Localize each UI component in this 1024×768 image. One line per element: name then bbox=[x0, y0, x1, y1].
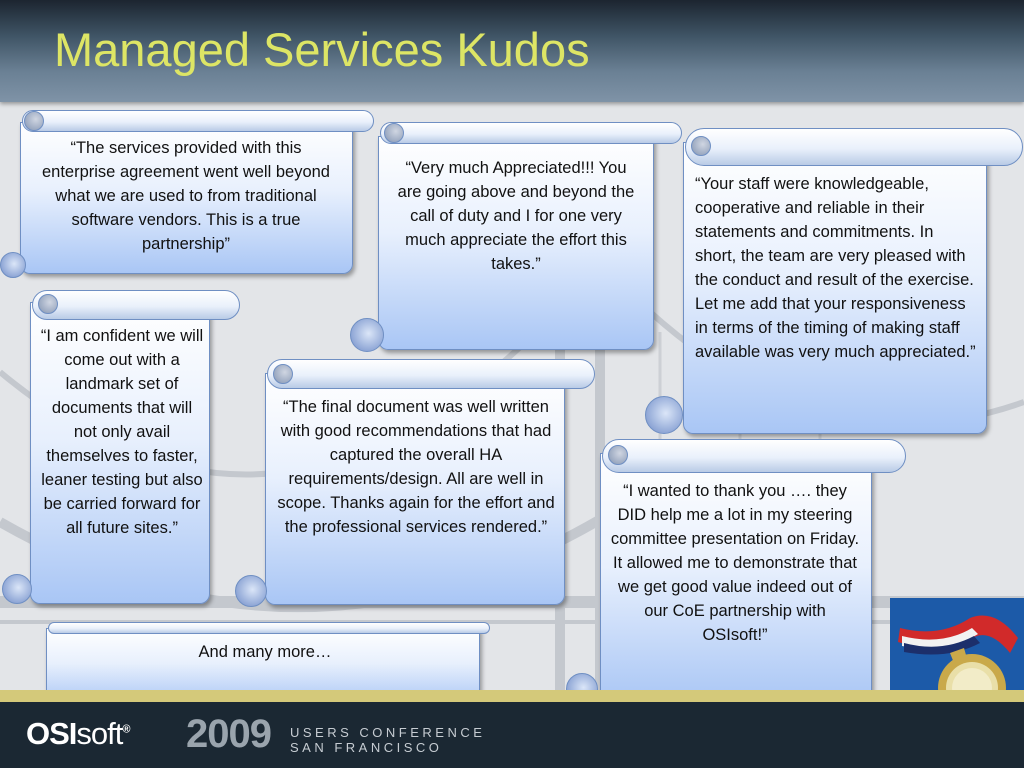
slide-title: Managed Services Kudos bbox=[54, 23, 590, 76]
title-banner bbox=[0, 0, 1024, 102]
quote-text-6: “I wanted to thank you …. they DID help me a lot in my steering committee presentation on Friday. It allowed me to demonstrate that we get good value indeed out of our CoE partnership with OSIsoft!” bbox=[610, 482, 860, 644]
footer-accent-line bbox=[0, 690, 1024, 702]
logo-bold-text: OSI bbox=[26, 716, 77, 751]
conference-name: USERS CONFERENCE bbox=[290, 725, 486, 740]
quote-text-3: “Your staff were knowledgeable, cooperative and reliable in their statements and commitments. In short, the team are very pleased with the conduct and result of the exercise. Let me add that your responsiveness in terms of the timing of making staff available was very much appreciated.” bbox=[695, 175, 976, 361]
osisoft-logo bbox=[26, 716, 129, 752]
quote-scroll-5 bbox=[235, 357, 597, 609]
conference-location: SAN FRANCISCO bbox=[290, 740, 443, 755]
logo-light-text: soft bbox=[76, 716, 123, 751]
logo-registered-mark: ® bbox=[122, 723, 130, 736]
quote-scroll-3 bbox=[645, 126, 1024, 438]
quote-scroll-6 bbox=[566, 437, 908, 709]
quote-text-1: “The services provided with this enterprise agreement went well beyond what we are used to from traditional software vendors. This is a true partnership” bbox=[41, 139, 330, 253]
quote-scroll-4 bbox=[2, 288, 242, 608]
quote-scroll-2 bbox=[350, 120, 685, 355]
quote-text-5: “The final document was well written with good recommendations that had captured the overall HA requirements/design. All are well in scope. Thanks again for the effort and the professional services rendered.” bbox=[277, 398, 555, 536]
quote-text-2: “Very much Appreciated!!! You are going above and beyond the call of duty and I for one very much appreciate the effort this takes.” bbox=[397, 159, 635, 273]
conference-year: 2009 bbox=[186, 712, 271, 756]
quote-text-4: “I am confident we will come out with a landmark set of documents that will not only avail themselves to faster, leaner testing but also be carried forward for all future sites.” bbox=[40, 327, 204, 537]
footer-bar bbox=[0, 702, 1024, 768]
quote-scroll-1 bbox=[0, 108, 375, 280]
more-text: And many more… bbox=[198, 643, 332, 661]
